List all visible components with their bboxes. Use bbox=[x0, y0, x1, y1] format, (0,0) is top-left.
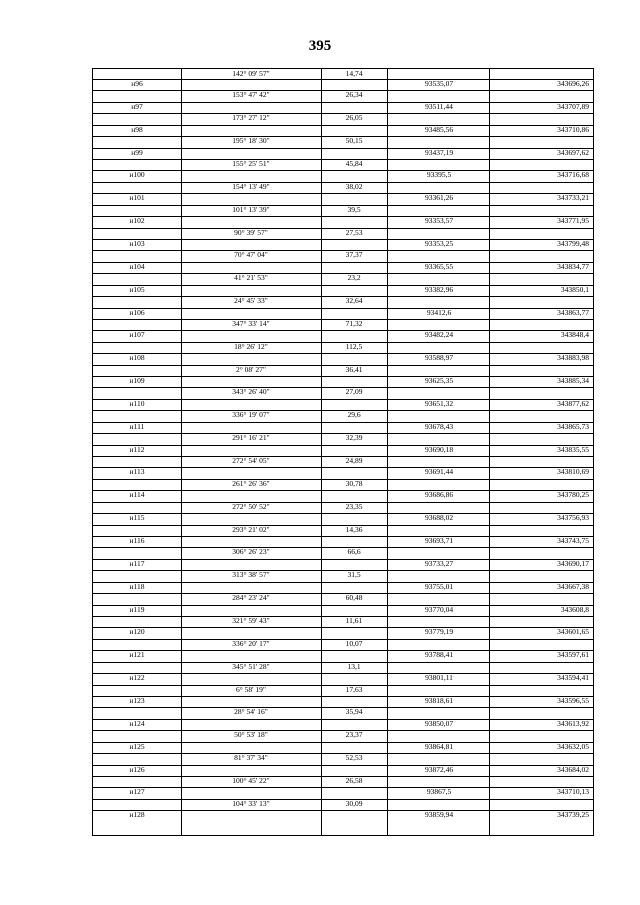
segment-length: 50,15 bbox=[345, 136, 363, 146]
coordinate-x: 93872,46 bbox=[424, 764, 454, 774]
segment-length: 17,63 bbox=[345, 684, 363, 694]
point-row bbox=[93, 627, 593, 637]
segment-length: 10,07 bbox=[345, 638, 363, 648]
segment-row bbox=[93, 525, 593, 535]
segment-length: 23,35 bbox=[345, 501, 363, 511]
segment-row bbox=[93, 799, 593, 809]
segment-length: 27,09 bbox=[345, 387, 363, 397]
segment-row bbox=[93, 639, 593, 649]
point-label: н125 bbox=[129, 741, 145, 751]
segment-angle: 195° 18' 30" bbox=[232, 136, 270, 146]
segment-angle: 41° 21' 53" bbox=[234, 273, 268, 283]
point-row bbox=[93, 262, 593, 272]
segment-row bbox=[93, 228, 593, 238]
segment-row bbox=[93, 365, 593, 375]
segment-row bbox=[93, 456, 593, 466]
segment-length: 35,94 bbox=[345, 707, 363, 717]
coordinate-x: 93437,19 bbox=[424, 147, 454, 157]
segment-length: 38,02 bbox=[345, 181, 363, 191]
coordinate-y: 343743,75 bbox=[557, 536, 589, 545]
coordinate-y: 343608,8 bbox=[560, 604, 589, 614]
coordinate-y: 343756,93 bbox=[557, 513, 589, 523]
segment-angle: 293° 21' 02" bbox=[232, 524, 270, 534]
coordinate-y: 343739,25 bbox=[557, 810, 589, 820]
segment-angle: 28° 54' 16" bbox=[234, 707, 268, 717]
coordinate-y: 343710,13 bbox=[557, 787, 589, 797]
segment-length: 32,64 bbox=[345, 296, 363, 306]
segment-angle: 24° 45' 33" bbox=[234, 296, 268, 306]
segment-row bbox=[93, 273, 593, 283]
point-label: н105 bbox=[129, 284, 145, 294]
segment-length: 30,78 bbox=[345, 478, 363, 488]
point-row bbox=[93, 605, 593, 615]
coordinate-y: 343632,05 bbox=[557, 741, 589, 751]
coordinate-y: 343684,02 bbox=[557, 764, 589, 774]
segment-length: 23,2 bbox=[347, 273, 361, 283]
point-label: н118 bbox=[129, 581, 145, 591]
point-label: н96 bbox=[131, 79, 143, 88]
point-label: н101 bbox=[129, 193, 145, 203]
segment-row bbox=[93, 502, 593, 512]
point-row bbox=[93, 148, 593, 158]
segment-length: 112,5 bbox=[345, 341, 363, 351]
segment-length: 24,89 bbox=[345, 456, 363, 466]
segment-angle: 343° 26' 40" bbox=[232, 387, 270, 397]
coordinate-x: 93686,86 bbox=[424, 490, 454, 500]
point-row bbox=[93, 102, 593, 112]
coordinate-y: 343716,68 bbox=[557, 170, 589, 180]
segment-row bbox=[93, 707, 593, 717]
point-row bbox=[93, 490, 593, 500]
segment-row bbox=[93, 730, 593, 740]
point-row bbox=[93, 239, 593, 249]
coordinate-y: 343613,92 bbox=[557, 718, 589, 728]
segment-angle: 50° 53' 18" bbox=[234, 730, 268, 740]
segment-row bbox=[93, 616, 593, 626]
point-label: н122 bbox=[129, 673, 145, 683]
segment-length: 14,36 bbox=[345, 524, 363, 534]
point-label: н124 bbox=[129, 718, 145, 728]
coordinate-y: 343848,4 bbox=[560, 330, 589, 340]
coordinate-y: 343810,69 bbox=[557, 467, 589, 477]
coordinate-y: 343697,62 bbox=[557, 147, 589, 157]
segment-row bbox=[93, 205, 593, 215]
point-label: н120 bbox=[129, 627, 145, 637]
point-label: н112 bbox=[129, 444, 145, 454]
segment-row bbox=[93, 319, 593, 329]
point-row bbox=[93, 719, 593, 729]
point-label: н109 bbox=[129, 376, 145, 386]
coordinate-x: 93688,02 bbox=[424, 513, 454, 523]
coordinate-y: 343885,34 bbox=[557, 376, 589, 386]
coordinate-y: 343771,95 bbox=[557, 216, 589, 226]
point-row bbox=[93, 787, 593, 797]
segment-length: 11,61 bbox=[345, 615, 363, 625]
coordinate-x: 93651,32 bbox=[424, 398, 454, 408]
point-row bbox=[93, 308, 593, 318]
segment-length: 13,1 bbox=[347, 661, 361, 671]
segment-length: 29,6 bbox=[347, 410, 361, 420]
segment-row bbox=[93, 136, 593, 146]
coordinate-y: 343597,61 bbox=[557, 650, 589, 660]
point-row bbox=[93, 445, 593, 455]
coordinate-y: 343850,1 bbox=[560, 284, 589, 294]
point-label: н128 bbox=[129, 810, 145, 820]
segment-row bbox=[93, 90, 593, 100]
coordinate-x: 93511,44 bbox=[425, 101, 453, 111]
point-row bbox=[93, 742, 593, 752]
point-row bbox=[93, 467, 593, 477]
segment-angle: 313° 38' 57" bbox=[232, 570, 270, 580]
segment-length: 71,32 bbox=[345, 318, 363, 328]
point-label: н97 bbox=[131, 101, 143, 111]
point-row bbox=[93, 582, 593, 592]
coordinate-y: 343733,21 bbox=[557, 193, 589, 203]
segment-row bbox=[93, 182, 593, 192]
segment-angle: 261° 26' 36" bbox=[232, 478, 270, 488]
point-label: н98 bbox=[131, 124, 143, 134]
point-row bbox=[93, 125, 593, 135]
coordinate-y: 343710,86 bbox=[557, 124, 589, 134]
coordinate-x: 93733,27 bbox=[424, 558, 454, 568]
coordinate-x: 93818,61 bbox=[424, 695, 454, 705]
segment-length: 52,53 bbox=[345, 753, 363, 763]
segment-length: 32,39 bbox=[345, 433, 363, 443]
segment-row bbox=[93, 387, 593, 397]
coordinate-x: 93864,81 bbox=[424, 741, 454, 751]
point-label: н108 bbox=[129, 353, 145, 363]
coordinate-x: 93588,97 bbox=[424, 353, 454, 363]
segment-angle: 6° 58' 19" bbox=[236, 684, 266, 694]
point-row bbox=[93, 79, 593, 89]
segment-angle: 70° 47' 04" bbox=[234, 250, 268, 260]
coordinate-x: 93361,26 bbox=[424, 193, 454, 203]
segment-length: 66,6 bbox=[347, 547, 361, 557]
point-label: н102 bbox=[129, 216, 145, 226]
segment-row bbox=[93, 479, 593, 489]
coordinate-y: 343690,17 bbox=[557, 558, 589, 568]
point-label: н100 bbox=[129, 170, 145, 180]
point-label: н111 bbox=[129, 421, 145, 431]
segment-row bbox=[93, 250, 593, 260]
segment-length: 27,53 bbox=[345, 227, 363, 237]
point-label: н103 bbox=[129, 238, 145, 248]
segment-angle: 336° 19' 07" bbox=[232, 410, 270, 420]
point-label: н113 bbox=[129, 467, 145, 477]
point-label: н115 bbox=[129, 513, 145, 523]
point-label: н107 bbox=[129, 330, 145, 340]
point-label: н126 bbox=[129, 764, 145, 774]
point-row bbox=[93, 673, 593, 683]
coordinate-x: 93678,43 bbox=[424, 421, 454, 431]
coordinate-y: 343780,25 bbox=[557, 490, 589, 500]
segment-angle: 347° 33' 14" bbox=[232, 318, 270, 328]
segment-length: 26,34 bbox=[345, 90, 363, 100]
segment-angle: 306° 26' 23" bbox=[232, 547, 270, 557]
coordinate-y: 343594,41 bbox=[557, 673, 589, 683]
segment-angle: 142° 09' 57" bbox=[232, 69, 270, 78]
point-row bbox=[93, 559, 593, 569]
coordinate-x: 93788,41 bbox=[424, 650, 454, 660]
segment-angle: 345° 51' 28" bbox=[232, 661, 270, 671]
segment-length: 14,74 bbox=[345, 69, 363, 78]
coordinate-x: 93779,19 bbox=[424, 627, 454, 637]
segment-angle: 154° 13' 49" bbox=[232, 181, 270, 191]
segment-row bbox=[93, 159, 593, 169]
point-label: н127 bbox=[129, 787, 145, 797]
segment-row bbox=[93, 296, 593, 306]
coordinate-y: 343877,62 bbox=[557, 398, 589, 408]
segment-row bbox=[93, 753, 593, 763]
coordinate-x: 93353,25 bbox=[424, 238, 454, 248]
segment-row bbox=[93, 776, 593, 786]
coordinate-y: 343601,65 bbox=[557, 627, 589, 637]
coordinate-x: 93770,04 bbox=[424, 604, 454, 614]
segment-angle: 18° 26' 12" bbox=[234, 341, 268, 351]
segment-angle: 321° 59' 43" bbox=[232, 615, 270, 625]
coordinate-y: 343667,38 bbox=[557, 581, 589, 591]
segment-length: 45,84 bbox=[345, 158, 363, 168]
segment-length: 26,05 bbox=[345, 113, 363, 123]
segment-row bbox=[93, 570, 593, 580]
segment-angle: 81° 37' 34" bbox=[234, 753, 268, 763]
coordinate-x: 93382,96 bbox=[424, 284, 454, 294]
segment-row bbox=[93, 547, 593, 557]
segment-length: 23,37 bbox=[345, 730, 363, 740]
segment-angle: 272° 54' 05" bbox=[232, 456, 270, 466]
point-row bbox=[93, 536, 593, 546]
coordinate-x: 93485,56 bbox=[424, 124, 454, 134]
point-label: н99 bbox=[131, 147, 143, 157]
coordinate-x: 93690,18 bbox=[424, 444, 454, 454]
segment-angle: 2° 08' 27" bbox=[236, 364, 266, 374]
segment-angle: 90° 39' 57" bbox=[234, 227, 268, 237]
coordinate-x: 93755,01 bbox=[424, 581, 454, 591]
point-label: н110 bbox=[129, 398, 145, 408]
coordinate-x: 93625,35 bbox=[424, 376, 454, 386]
point-label: н114 bbox=[129, 490, 145, 500]
segment-row bbox=[93, 410, 593, 420]
coordinate-y: 343865,73 bbox=[557, 421, 589, 431]
point-label: н123 bbox=[129, 695, 145, 705]
coordinate-x: 93482,24 bbox=[424, 330, 454, 340]
segment-length: 26,58 bbox=[345, 775, 363, 785]
segment-length: 39,5 bbox=[347, 204, 361, 214]
segment-angle: 272° 50' 52" bbox=[232, 501, 270, 511]
coordinate-x: 93535,07 bbox=[424, 79, 454, 88]
point-row bbox=[93, 513, 593, 523]
coordinates-table bbox=[92, 68, 594, 836]
coordinate-x: 93691,44 bbox=[424, 467, 454, 477]
coordinate-x: 93365,55 bbox=[424, 261, 454, 271]
segment-angle: 173° 27' 12" bbox=[232, 113, 270, 123]
segment-row bbox=[93, 70, 593, 79]
coordinate-x: 93412,6 bbox=[426, 307, 452, 317]
point-row bbox=[93, 193, 593, 203]
segment-angle: 100° 45' 22" bbox=[232, 775, 270, 785]
segment-angle: 336° 20' 17" bbox=[232, 638, 270, 648]
point-row bbox=[93, 650, 593, 660]
coordinate-x: 93395,5 bbox=[426, 170, 452, 180]
coordinate-y: 343883,98 bbox=[557, 353, 589, 363]
coordinate-x: 93801,11 bbox=[425, 673, 453, 683]
point-label: н119 bbox=[129, 604, 145, 614]
coordinate-x: 93850,07 bbox=[424, 718, 454, 728]
coordinate-y: 343696,26 bbox=[557, 79, 589, 88]
segment-length: 31,5 bbox=[347, 570, 361, 580]
point-row bbox=[93, 353, 593, 363]
point-row bbox=[93, 810, 593, 820]
point-label: н121 bbox=[129, 650, 145, 660]
segment-angle: 101° 13' 39" bbox=[232, 204, 270, 214]
segment-angle: 284° 23' 24" bbox=[232, 593, 270, 603]
coordinate-x: 93353,57 bbox=[424, 216, 454, 226]
segment-row bbox=[93, 685, 593, 695]
coordinate-y: 343596,55 bbox=[557, 695, 589, 705]
coordinate-y: 343799,48 bbox=[557, 238, 589, 248]
point-row bbox=[93, 765, 593, 775]
point-label: н116 bbox=[129, 536, 145, 545]
point-label: н106 bbox=[129, 307, 145, 317]
coordinate-y: 343834,77 bbox=[557, 261, 589, 271]
coordinate-y: 343707,89 bbox=[557, 101, 589, 111]
segment-angle: 153° 47' 42" bbox=[232, 90, 270, 100]
coordinate-y: 343835,55 bbox=[557, 444, 589, 454]
segment-angle: 104° 33' 13" bbox=[232, 798, 270, 808]
segment-row bbox=[93, 342, 593, 352]
point-label: н117 bbox=[129, 558, 145, 568]
segment-length: 36,41 bbox=[345, 364, 363, 374]
coordinate-x: 93693,71 bbox=[424, 536, 454, 545]
segment-angle: 291° 16' 21" bbox=[232, 433, 270, 443]
coordinate-x: 93867,5 bbox=[426, 787, 452, 797]
segment-length: 60,48 bbox=[345, 593, 363, 603]
page-number: 395 bbox=[308, 38, 332, 54]
coordinate-x: 93859,94 bbox=[424, 810, 454, 820]
segment-length: 37,37 bbox=[345, 250, 363, 260]
point-row bbox=[93, 422, 593, 432]
point-row bbox=[93, 696, 593, 706]
point-row bbox=[93, 170, 593, 180]
segment-row bbox=[93, 433, 593, 443]
segment-row bbox=[93, 113, 593, 123]
point-row bbox=[93, 376, 593, 386]
point-row bbox=[93, 330, 593, 340]
point-row bbox=[93, 285, 593, 295]
point-row bbox=[93, 399, 593, 409]
segment-row bbox=[93, 593, 593, 603]
coordinate-y: 343863,77 bbox=[557, 307, 589, 317]
segment-angle: 155° 25' 51" bbox=[232, 158, 270, 168]
segment-row bbox=[93, 662, 593, 672]
point-label: н104 bbox=[129, 261, 145, 271]
segment-length: 30,09 bbox=[345, 798, 363, 808]
point-row bbox=[93, 216, 593, 226]
